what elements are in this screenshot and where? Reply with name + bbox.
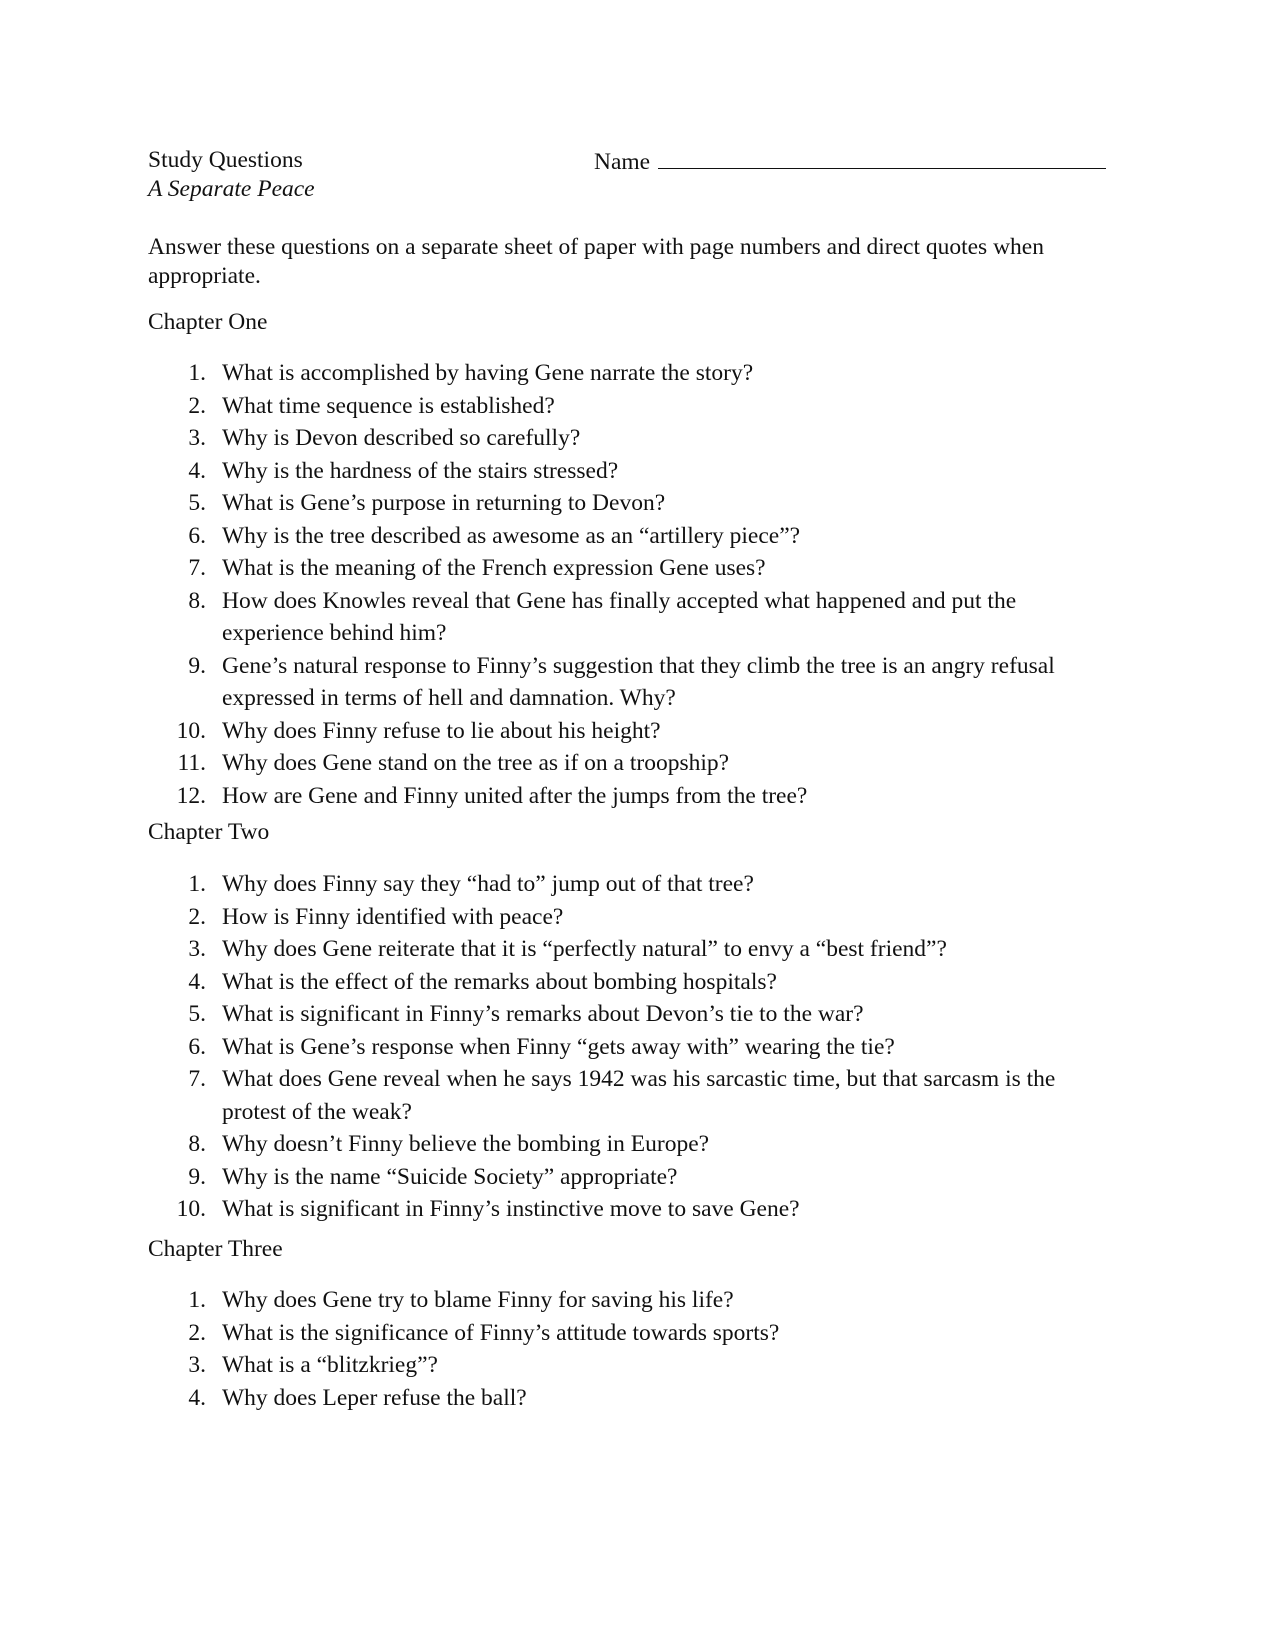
- question-number: 5.: [188, 490, 206, 516]
- question-text: Why is the name “Suicide Society” appropriate?: [222, 1163, 678, 1190]
- question-text: Why does Finny say they “had to” jump out of that tree?: [222, 871, 754, 897]
- question-item: [0, 966, 1112, 999]
- chapter-three-questions: [0, 1284, 1112, 1414]
- name-field: [594, 146, 1106, 177]
- chapter-heading: Chapter One: [148, 309, 268, 335]
- question-text: What is Gene’s response when Finny “gets away with” wearing the tie?: [222, 1033, 895, 1060]
- question-text: How is Finny identified with peace?: [222, 903, 564, 930]
- question-item: [0, 747, 1112, 780]
- question-item: [0, 1349, 1112, 1382]
- question-item: [0, 422, 1112, 455]
- question-item: [0, 715, 1112, 748]
- question-number: 3.: [188, 1352, 206, 1378]
- question-number: 10.: [176, 717, 206, 744]
- question-item: [0, 1063, 1112, 1128]
- question-number: 8.: [188, 587, 206, 614]
- question-text: What is accomplished by having Gene narrate the story?: [222, 360, 754, 386]
- question-number: 5.: [188, 1001, 206, 1027]
- question-number: 2.: [188, 392, 206, 419]
- chapter-heading: Chapter Two: [148, 819, 270, 845]
- name-blank-line: [658, 146, 1106, 169]
- question-text: Why does Finny refuse to lie about his height?: [222, 717, 661, 744]
- question-text: Why does Gene try to blame Finny for saving his life?: [222, 1287, 734, 1313]
- question-text: What is the meaning of the French expression Gene uses?: [222, 555, 766, 581]
- question-item: [0, 552, 1112, 585]
- question-item: [0, 1161, 1112, 1194]
- question-item: [0, 780, 1112, 813]
- question-text: Why is the hardness of the stairs stressed?: [222, 457, 619, 484]
- question-text: What does Gene reveal when he says 1942 was his sarcastic time, but that sarcasm is the protest of the weak?: [222, 1066, 1056, 1125]
- question-item: [0, 868, 1112, 901]
- question-number: 4.: [188, 457, 206, 484]
- question-text: What is a “blitzkrieg”?: [222, 1352, 438, 1378]
- question-text: What is significant in Finny’s instinctive move to save Gene?: [222, 1196, 800, 1222]
- question-number: 10.: [176, 1196, 206, 1222]
- question-text: What is Gene’s purpose in returning to Devon?: [222, 490, 666, 516]
- question-number: 1.: [188, 1287, 206, 1313]
- question-item: [0, 1317, 1112, 1350]
- question-text: What is the effect of the remarks about bombing hospitals?: [222, 968, 777, 995]
- question-item: [0, 998, 1112, 1031]
- question-text: Why is Devon described so carefully?: [222, 425, 581, 451]
- chapter-two-questions: [0, 868, 1112, 1226]
- question-number: 2.: [188, 1319, 206, 1346]
- question-text: How are Gene and Finny united after the jumps from the tree?: [222, 782, 808, 809]
- question-number: 3.: [188, 936, 206, 962]
- question-number: 8.: [188, 1131, 206, 1157]
- question-item: [0, 357, 1112, 390]
- question-number: 4.: [188, 968, 206, 995]
- question-item: [0, 1031, 1112, 1064]
- document-title: Study Questions: [148, 147, 303, 173]
- question-text: Why doesn’t Finny believe the bombing in Europe?: [222, 1131, 710, 1157]
- name-label: Name: [594, 149, 651, 175]
- question-text: Why does Gene reiterate that it is “perfectly natural” to envy a “best friend”?: [222, 936, 947, 962]
- question-item: [0, 455, 1112, 488]
- question-item: [0, 585, 1112, 650]
- question-number: 2.: [188, 903, 206, 930]
- question-text: What time sequence is established?: [222, 392, 555, 419]
- question-item: [0, 1284, 1112, 1317]
- question-number: 9.: [188, 1163, 206, 1190]
- question-text: Why does Leper refuse the ball?: [222, 1384, 527, 1411]
- question-number: 6.: [188, 1033, 206, 1060]
- question-item: [0, 487, 1112, 520]
- question-text: Why does Gene stand on the tree as if on a troopship?: [222, 750, 730, 776]
- question-item: [0, 650, 1112, 715]
- question-item: [0, 390, 1112, 423]
- question-number: 1.: [188, 360, 206, 386]
- question-text: What is the significance of Finny’s attitude towards sports?: [222, 1319, 780, 1346]
- question-number: 3.: [188, 425, 206, 451]
- question-number: 9.: [188, 652, 206, 679]
- question-item: [0, 901, 1112, 934]
- chapter-one-questions: [0, 357, 1112, 812]
- question-text: What is significant in Finny’s remarks about Devon’s tie to the war?: [222, 1001, 864, 1027]
- document-header: [148, 146, 315, 204]
- question-number: 11.: [177, 750, 206, 776]
- question-item: [0, 933, 1112, 966]
- question-text: Why is the tree described as awesome as an “artillery piece”?: [222, 522, 801, 549]
- question-number: 4.: [188, 1384, 206, 1411]
- chapter-heading: Chapter Three: [148, 1236, 283, 1262]
- question-item: [0, 1193, 1112, 1226]
- question-item: [0, 1382, 1112, 1415]
- question-item: [0, 520, 1112, 553]
- question-text: Gene’s natural response to Finny’s suggestion that they climb the tree is an angry refusal expressed in terms of hell and damnation. Why?: [222, 652, 1055, 711]
- question-text: How does Knowles reveal that Gene has finally accepted what happened and put the experience behind him?: [222, 587, 1017, 646]
- instructions: Answer these questions on a separate sheet of paper with page numbers and direct quotes when appropriate.: [148, 234, 1044, 289]
- question-item: [0, 1128, 1112, 1161]
- book-title: A Separate Peace: [148, 176, 315, 202]
- question-number: 7.: [188, 555, 206, 581]
- question-number: 1.: [188, 871, 206, 897]
- question-number: 7.: [188, 1066, 206, 1092]
- question-number: 6.: [188, 522, 206, 549]
- question-number: 12.: [176, 782, 206, 809]
